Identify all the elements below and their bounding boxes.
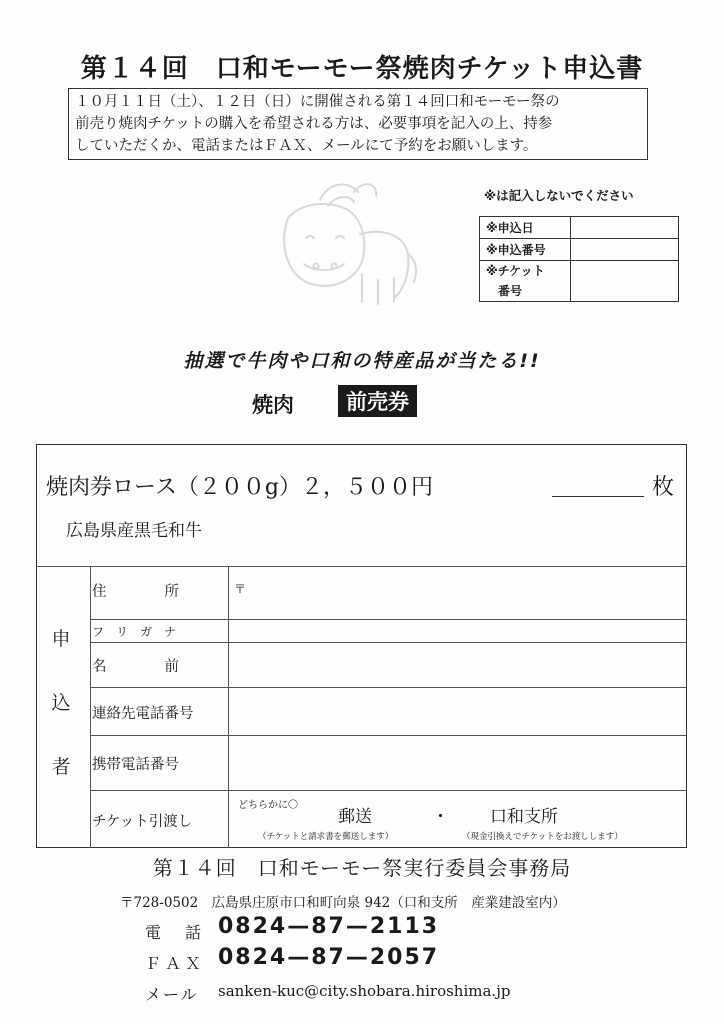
intro-line: １０月１１日（土）、１２日（日）に開催される第１４回口和モーモー祭の	[75, 94, 560, 110]
contact-phone-field[interactable]	[229, 688, 686, 735]
office-name: 第１４回 口和モーモー祭実行委員会事務局	[152, 856, 572, 880]
note-mail: （チケットと請求書を郵送します）	[258, 832, 394, 842]
mobile-phone-label: 携帯電話番号	[92, 757, 179, 773]
ticket-unit: 枚	[652, 475, 675, 500]
intro-line: 前売り焼肉チケットの購入を希望される方は、必要事項を記入の上、持参	[75, 116, 553, 132]
fax-number: 0824—87—2057	[218, 945, 440, 970]
fax-label: ＦＡＸ	[145, 954, 206, 973]
note-branch: （現金引換えでチケットをお渡しします）	[462, 832, 623, 842]
ticket-quantity-blank[interactable]	[552, 496, 644, 497]
name-field[interactable]	[229, 643, 686, 687]
lottery-banner: 抽選で牛肉や口和の特産品が当たる!!	[183, 350, 541, 372]
mail-label: メール	[145, 985, 199, 1004]
office-label-date: ※申込日	[480, 217, 571, 239]
address-label: 住 所	[92, 584, 179, 600]
intro-line: していただくか、電話またはＦＡＸ、メールにて予約をお願いします。	[75, 138, 538, 154]
furigana-field[interactable]	[229, 620, 686, 642]
applicant-label-3: 者	[51, 756, 71, 778]
tel-label: 電 話	[145, 923, 206, 942]
option-branch[interactable]: 口和支所	[490, 807, 558, 827]
intro-box	[68, 88, 648, 160]
applicant-label-1: 申	[51, 628, 71, 650]
yakiniku-label: 焼肉	[252, 393, 294, 417]
contact-phone-label: 連絡先電話番号	[92, 706, 194, 722]
office-use-notice: ※は記入しないでください	[484, 188, 634, 203]
option-mail[interactable]: 郵送	[338, 807, 372, 827]
mobile-phone-field[interactable]	[229, 736, 686, 790]
presale-badge: 前売券	[338, 385, 417, 417]
office-label-ticket	[480, 261, 571, 302]
office-address: 〒728-0502 広島県庄原市口和町向泉 942（口和支所 産業建設室内）	[120, 895, 566, 911]
ticket-description: 焼肉券ロース（２００g）２，５００円	[46, 475, 433, 500]
page-title: 第１４回 口和モーモー祭焼肉チケット申込書	[80, 54, 644, 84]
office-value-cell	[571, 239, 679, 261]
delivery-choice-hint: どちらかに〇	[238, 800, 298, 811]
address-field[interactable]	[229, 567, 686, 619]
applicant-label-2: 込	[51, 692, 71, 714]
postal-mark: 〒	[234, 582, 247, 596]
office-label-number: ※申込番号	[480, 239, 571, 261]
beef-origin: 広島県産黒毛和牛	[66, 521, 202, 541]
furigana-label: フ リ ガ ナ	[92, 625, 177, 639]
name-label: 名 前	[92, 659, 179, 675]
office-label-ticket-2: 番号	[498, 284, 523, 298]
tel-number: 0824—87—2113	[218, 914, 440, 939]
office-label-ticket-1: ※チケット	[486, 264, 545, 278]
divider	[90, 566, 91, 848]
option-separator: ・	[432, 807, 449, 827]
office-use-table	[479, 216, 679, 302]
mail-address[interactable]: sanken-kuc@city.shobara.hiroshima.jp	[218, 982, 511, 1000]
cow-illustration	[258, 178, 423, 313]
divider	[90, 790, 687, 791]
office-value-cell	[571, 217, 679, 239]
office-value-cell	[571, 261, 679, 302]
delivery-label: チケット引渡し	[92, 814, 193, 830]
